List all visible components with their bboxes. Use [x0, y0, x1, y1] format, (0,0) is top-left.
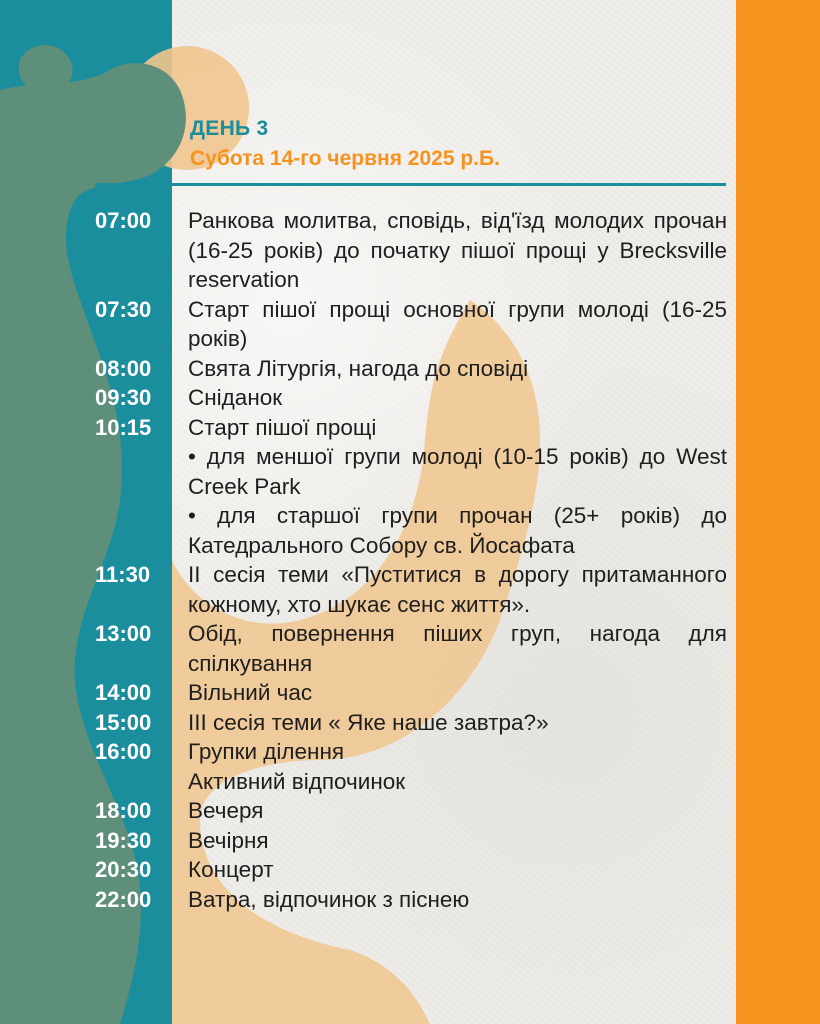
schedule-row — [95, 855, 727, 885]
schedule-description — [188, 560, 727, 619]
schedule-description-line: Вечірня — [188, 827, 269, 853]
schedule-row — [95, 796, 727, 826]
schedule-row — [95, 413, 727, 561]
schedule-description-line: Старт пішої прощі — [188, 414, 377, 440]
schedule-description — [188, 708, 727, 738]
schedule-description — [188, 295, 727, 354]
schedule-description — [188, 678, 727, 708]
schedule-row — [95, 708, 727, 738]
schedule-row — [95, 737, 727, 796]
schedule-description-line: Сніданок — [188, 385, 283, 410]
schedule-row — [95, 678, 727, 708]
schedule-time: 11:30 — [95, 562, 151, 587]
schedule-time: 07:30 — [95, 296, 152, 322]
schedule-description-line: Старт пішої прощі основної групи молоді (16-25 років) — [188, 296, 727, 351]
schedule-description-line: Концерт — [188, 857, 274, 882]
schedule-time: 10:15 — [95, 414, 152, 440]
schedule-description-line: ІІ сесія теми «Пуститися в дорогу притаманного кожному, хто шукає сенс життя». — [188, 562, 727, 617]
schedule-time: 09:30 — [95, 385, 152, 410]
schedule-row — [95, 206, 727, 295]
schedule-description-line: Групки ділення — [188, 739, 345, 764]
schedule-description-line: Активний відпочинок — [188, 768, 406, 794]
schedule-description — [188, 413, 727, 561]
schedule-description-line: Свята Літургія, нагода до сповіді — [188, 355, 529, 381]
schedule-row — [95, 826, 727, 856]
schedule-time: 07:00 — [95, 208, 152, 233]
schedule-description-line: Обід, повернення піших груп, нагода для спілкування — [188, 621, 727, 676]
day-title: ДЕНЬ 3 — [190, 117, 269, 140]
schedule-description-line: ІІІ сесія теми « Яке наше завтра?» — [188, 709, 549, 735]
schedule-time: 20:30 — [95, 857, 152, 882]
schedule-time: 08:00 — [95, 355, 152, 381]
schedule-time: 16:00 — [95, 739, 152, 764]
schedule-description — [188, 383, 727, 413]
schedule-row — [95, 295, 727, 354]
schedule-row — [95, 383, 727, 413]
schedule-time: 19:30 — [95, 827, 152, 853]
header-divider — [95, 183, 726, 186]
schedule-description — [188, 885, 727, 915]
schedule-row — [95, 885, 727, 915]
schedule-row — [95, 619, 727, 678]
schedule-description-line: • для старшої групи прочан (25+ років) до Катедрального Собору св. Йосафата — [188, 503, 727, 558]
schedule-time: 13:00 — [95, 621, 152, 646]
schedule-description-line: Ранкова молитва, сповідь, від'їзд молодих прочан (16-25 років) до початку пішої прощі у Brecksville reservation — [188, 208, 727, 292]
schedule-description — [188, 737, 727, 796]
schedule-description — [188, 354, 727, 384]
schedule-time: 14:00 — [95, 680, 152, 705]
schedule-time: 22:00 — [95, 886, 152, 912]
schedule-list — [95, 206, 727, 914]
schedule-description-line: Ватра, відпочинок з піснею — [188, 886, 470, 912]
schedule-description-line: • для меншої групи молоді (10-15 років) до West Creek Park — [188, 444, 727, 499]
day-date: Субота 14-го червня 2025 р.Б. — [190, 147, 500, 170]
schedule-time: 18:00 — [95, 798, 152, 823]
schedule-description — [188, 206, 727, 295]
schedule-row — [95, 354, 727, 384]
schedule-description — [188, 796, 727, 826]
schedule-description — [188, 855, 727, 885]
schedule-description-line: Вечеря — [188, 798, 264, 823]
schedule-row — [95, 560, 727, 619]
schedule-description — [188, 826, 727, 856]
schedule-description-line: Вільний час — [188, 680, 313, 705]
schedule-time: 15:00 — [95, 709, 152, 735]
schedule-description — [188, 619, 727, 678]
